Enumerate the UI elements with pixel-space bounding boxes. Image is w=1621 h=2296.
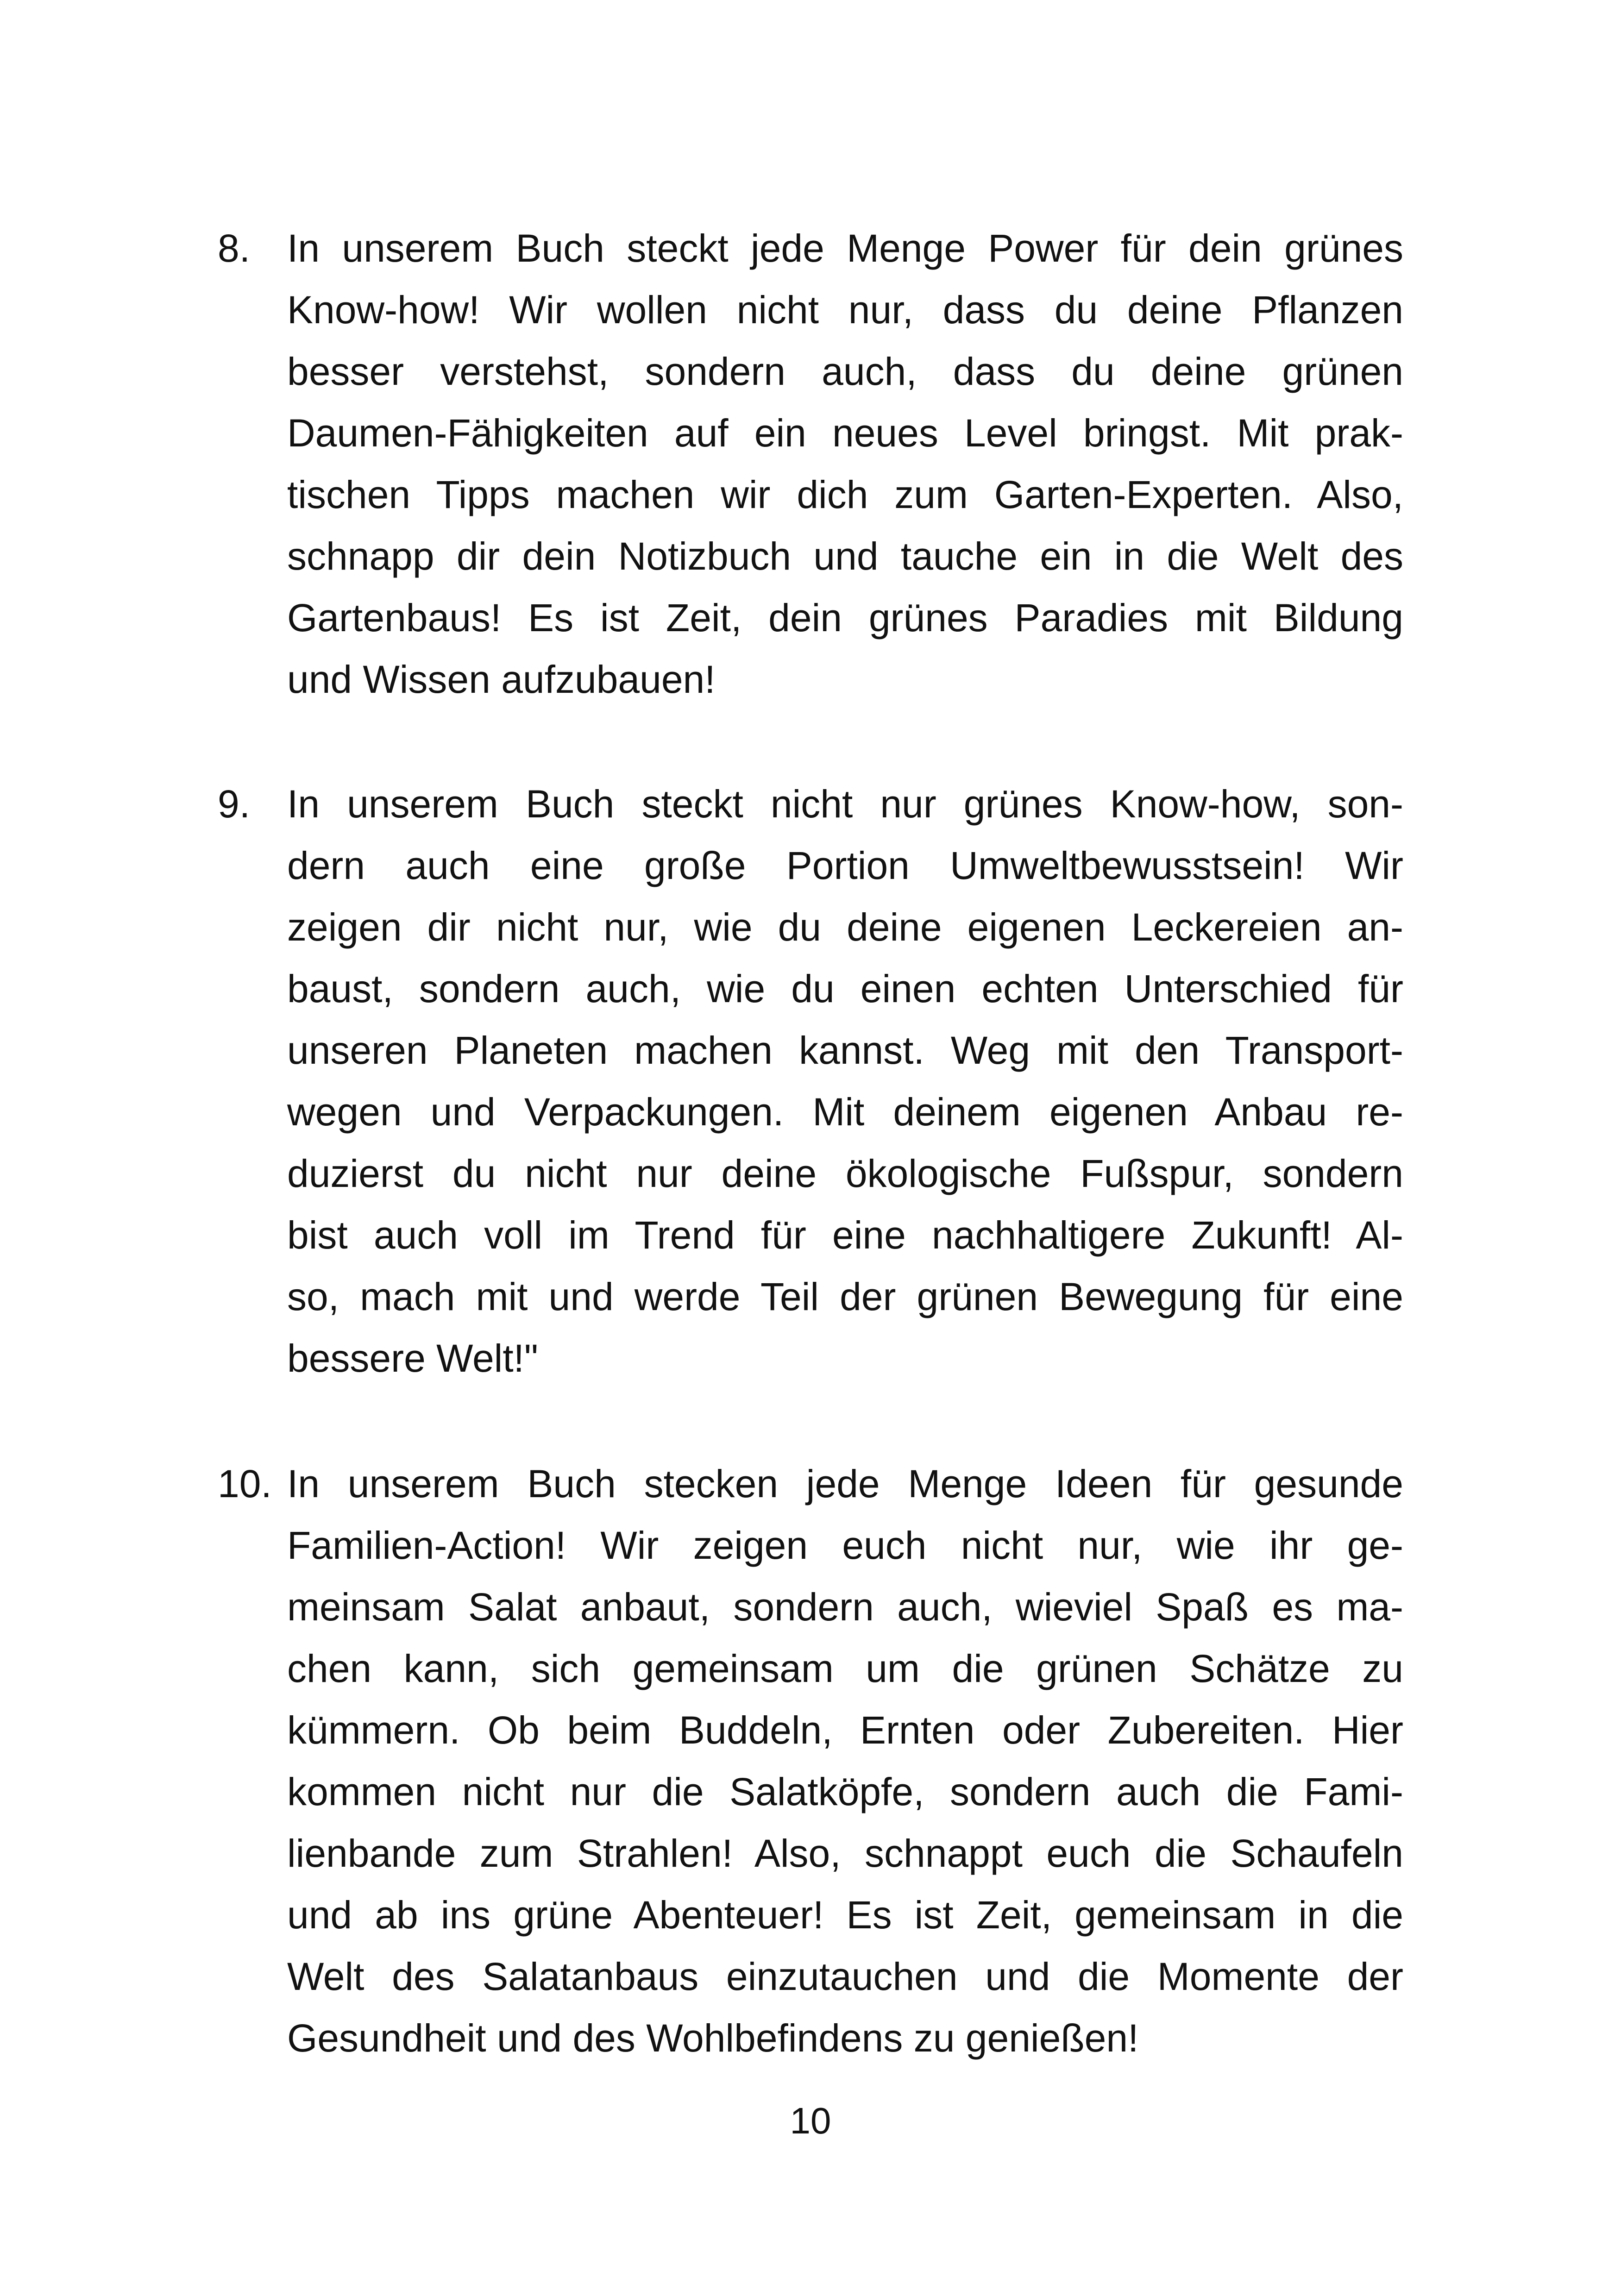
item-number: 9. [218, 782, 251, 826]
text-line: Gartenbaus! Es ist Zeit, dein grünes Paradies mit Bildung [287, 596, 1403, 640]
text-line: und ab ins grüne Abenteuer! Es ist Zeit, gemeinsam in die [287, 1893, 1403, 1937]
page-number: 10 [790, 2100, 831, 2141]
item-paragraph [287, 773, 1403, 1389]
text-line: Welt des Salatanbaus einzutauchen und die Momente der [287, 1955, 1403, 1998]
text-line: In unserem Buch steckt jede Menge Power für dein grünes [287, 226, 1403, 270]
item-number: 8. [218, 226, 251, 270]
text-line: bessere Welt!" [287, 1336, 538, 1380]
item-paragraph [287, 218, 1403, 710]
text-line: so, mach mit und werde Teil der grünen Bewegung für eine [287, 1275, 1403, 1318]
text-line: tischen Tipps machen wir dich zum Garten-Experten. Also, [287, 473, 1403, 516]
text-line: bist auch voll im Trend für eine nachhaltigere Zukunft! Al- [287, 1213, 1403, 1257]
text-line: schnapp dir dein Notizbuch und tauche ein in die Welt des [287, 534, 1403, 578]
text-line: Know-how! Wir wollen nicht nur, dass du deine Pflanzen [287, 288, 1403, 332]
list-item-8 [218, 218, 1403, 710]
text-line: kümmern. Ob beim Buddeln, Ernten oder Zubereiten. Hier [287, 1708, 1403, 1752]
list-item-9 [218, 773, 1403, 1389]
text-line: meinsam Salat anbaut, sondern auch, wieviel Spaß es ma- [287, 1585, 1403, 1629]
text-line: kommen nicht nur die Salatköpfe, sondern auch die Fami- [287, 1770, 1403, 1813]
text-line: Daumen-Fähigkeiten auf ein neues Level bringst. Mit prak- [287, 411, 1403, 455]
list-item-10 [218, 1453, 1403, 2069]
text-line: In unserem Buch steckt nicht nur grünes Know-how, son- [287, 782, 1403, 826]
text-line: dern auch eine große Portion Umweltbewusstsein! Wir [287, 844, 1403, 887]
item-paragraph [287, 1453, 1403, 2069]
text-line: zeigen dir nicht nur, wie du deine eigenen Leckereien an- [287, 905, 1403, 949]
text-line: baust, sondern auch, wie du einen echten Unterschied für [287, 967, 1403, 1010]
text-line: unseren Planeten machen kannst. Weg mit den Transport- [287, 1029, 1403, 1072]
text-line: duzierst du nicht nur deine ökologische Fußspur, sondern [287, 1152, 1403, 1195]
text-line: lienbande zum Strahlen! Also, schnappt euch die Schaufeln [287, 1832, 1403, 1875]
text-line: wegen und Verpackungen. Mit deinem eigenen Anbau re- [287, 1090, 1403, 1134]
text-line: Familien-Action! Wir zeigen euch nicht nur, wie ihr ge- [287, 1524, 1403, 1567]
text-line: und Wissen aufzubauen! [287, 658, 716, 701]
text-line: chen kann, sich gemeinsam um die grünen Schätze zu [287, 1647, 1403, 1690]
item-number: 10. [218, 1462, 272, 1506]
text-line: Gesundheit und des Wohlbefindens zu genießen! [287, 2016, 1139, 2060]
text-line: In unserem Buch stecken jede Menge Ideen für gesunde [287, 1462, 1403, 1506]
text-line: besser verstehst, sondern auch, dass du deine grünen [287, 350, 1403, 393]
